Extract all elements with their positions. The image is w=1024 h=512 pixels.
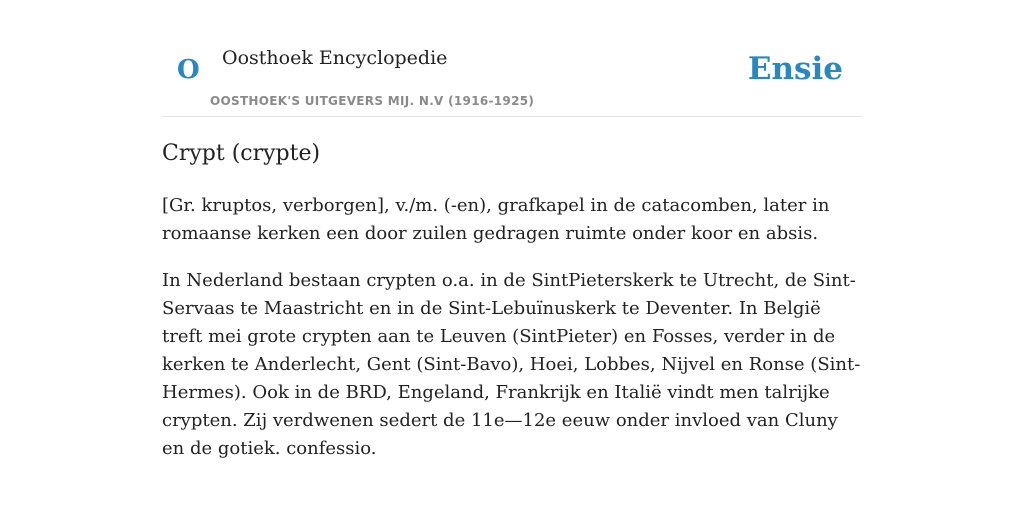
publisher-label: OOSTHOEK'S UITGEVERS MIJ. N.V (1916-1925) (210, 94, 535, 108)
book-header (162, 0, 862, 117)
book-logo-icon[interactable]: O (177, 55, 200, 85)
page-container (162, 0, 862, 459)
entry-paragraph: In Nederland bestaan crypten o.a. in de SintPieterskerk te Utrecht, de Sint-Servaas te Maastricht en in de Sint-Lebuïnuskerk te Deventer. In België treft mei grote crypten aan te Leuven (SintPieter) en Fosses, verder in de kerken te Anderlecht, Gent (Sint-Bavo), Hoei, Lobbes, Nijvel en Ronse (Sint-Hermes). Ook in de BRD, Engeland, Frankrijk en Italië vindt men talrijke crypten. Zij verdwenen sedert de 11e—12e eeuw onder invloed van Cluny en de gotiek. confessio. (162, 270, 861, 459)
book-title-link[interactable]: Oosthoek Encyclopedie (222, 47, 448, 69)
ensie-logo-link[interactable]: Ensie (747, 51, 843, 87)
entry-paragraph: [Gr. kruptos, verborgen], v./m. (-en), grafkapel in de catacomben, later in romaanse kerken een door zuilen gedragen ruimte onder koor en absis. (162, 195, 830, 244)
entry-title: Crypt (crypte) (162, 141, 321, 166)
